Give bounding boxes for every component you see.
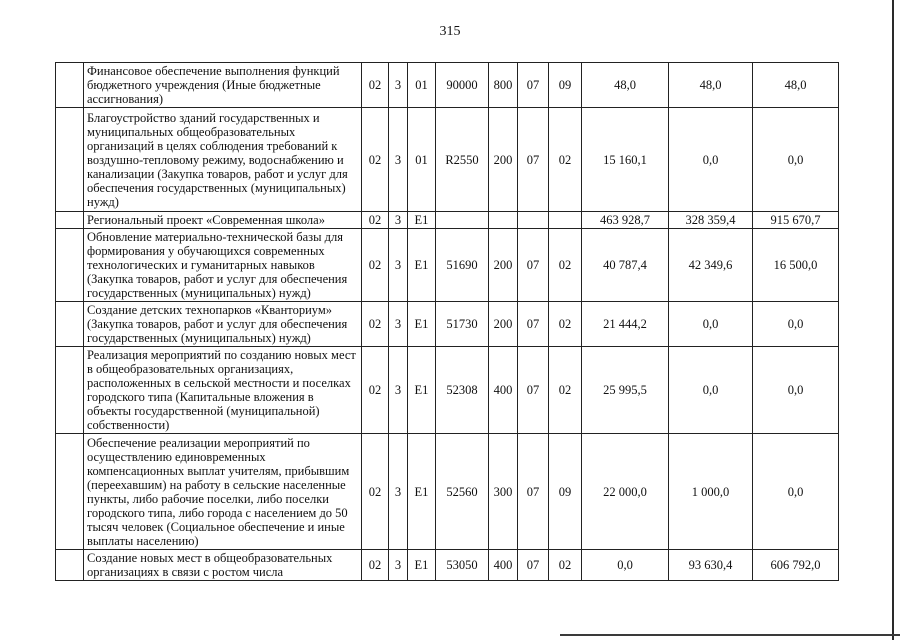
row-number [56, 108, 84, 212]
row-description: Реализация мероприятий по созданию новых мест в общеобразовательных организациях, расположенных в сельской местности и поселках городского типа (Капитальные вложения в объекты государственной (муниципальной) собственности) [84, 347, 362, 434]
code-gp: 02 [362, 108, 389, 212]
value-year-2: 0,0 [669, 347, 753, 434]
value-year-3: 0,0 [753, 108, 839, 212]
value-year-3: 16 500,0 [753, 229, 839, 302]
value-year-1: 463 928,7 [582, 212, 669, 229]
code-gp: 02 [362, 63, 389, 108]
code-section: 07 [518, 229, 549, 302]
code-expense-type: 400 [489, 550, 518, 581]
value-year-3: 0,0 [753, 434, 839, 550]
code-subsection: 09 [549, 63, 582, 108]
code-expense-type: 400 [489, 347, 518, 434]
row-description: Создание детских технопарков «Кванториум» (Закупка товаров, работ и услуг для обеспечения государственных (муниципальных) нужд) [84, 302, 362, 347]
code-expense-type: 800 [489, 63, 518, 108]
table-row [56, 347, 839, 434]
code-gp: 02 [362, 550, 389, 581]
code-direction: 53050 [436, 550, 489, 581]
code-direction: 51730 [436, 302, 489, 347]
code-direction [436, 212, 489, 229]
row-number [56, 302, 84, 347]
code-subsection: 02 [549, 229, 582, 302]
code-gp: 02 [362, 347, 389, 434]
table-row [56, 212, 839, 229]
code-om: 01 [408, 108, 436, 212]
code-direction: 52308 [436, 347, 489, 434]
table-row [56, 108, 839, 212]
value-year-1: 40 787,4 [582, 229, 669, 302]
value-year-1: 15 160,1 [582, 108, 669, 212]
row-number [56, 229, 84, 302]
code-section: 07 [518, 108, 549, 212]
code-section: 07 [518, 347, 549, 434]
code-om: E1 [408, 229, 436, 302]
table-row [56, 302, 839, 347]
row-number [56, 550, 84, 581]
code-subsection: 02 [549, 108, 582, 212]
row-description: Обновление материально-технической базы для формирования у обучающихся современных технологических и гуманитарных навыков (Закупка товаров, работ и услуг для обеспечения государственных (муниципальных) нужд) [84, 229, 362, 302]
value-year-1: 48,0 [582, 63, 669, 108]
code-gp: 02 [362, 212, 389, 229]
code-om: 01 [408, 63, 436, 108]
value-year-3: 606 792,0 [753, 550, 839, 581]
code-pp: 3 [389, 63, 408, 108]
row-description: Благоустройство зданий государственных и муниципальных общеобразовательных организаций в целях соблюдения требований к воздушно-тепловому режиму, водоснабжению и канализации (Закупка товаров, работ и услуг для обеспечения государственных (муниципальных) нужд) [84, 108, 362, 212]
table-row [56, 229, 839, 302]
row-number [56, 63, 84, 108]
code-gp: 02 [362, 302, 389, 347]
value-year-1: 0,0 [582, 550, 669, 581]
code-expense-type: 300 [489, 434, 518, 550]
code-om: E1 [408, 302, 436, 347]
code-pp: 3 [389, 212, 408, 229]
code-subsection [549, 212, 582, 229]
code-pp: 3 [389, 550, 408, 581]
code-om: E1 [408, 347, 436, 434]
code-pp: 3 [389, 108, 408, 212]
value-year-2: 42 349,6 [669, 229, 753, 302]
code-direction: 90000 [436, 63, 489, 108]
code-gp: 02 [362, 229, 389, 302]
row-number [56, 212, 84, 229]
value-year-2: 48,0 [669, 63, 753, 108]
code-direction: 52560 [436, 434, 489, 550]
code-om: E1 [408, 550, 436, 581]
row-description: Региональный проект «Современная школа» [84, 212, 362, 229]
scan-edge-bottom [560, 634, 900, 636]
code-section [518, 212, 549, 229]
code-pp: 3 [389, 347, 408, 434]
code-section: 07 [518, 434, 549, 550]
value-year-1: 22 000,0 [582, 434, 669, 550]
value-year-1: 25 995,5 [582, 347, 669, 434]
table-row [56, 550, 839, 581]
value-year-3: 0,0 [753, 347, 839, 434]
scan-edge-right [892, 0, 894, 640]
value-year-3: 0,0 [753, 302, 839, 347]
value-year-2: 93 630,4 [669, 550, 753, 581]
value-year-2: 0,0 [669, 302, 753, 347]
row-description: Обеспечение реализации мероприятий по осуществлению единовременных компенсационных выплат учителям, прибывшим (переехавшим) на работу в сельские населенные пункты, либо рабочие поселки, либо поселки городского типа, либо города с населением до 50 тысяч человек (Социальное обеспечение и иные выплаты населению) [84, 434, 362, 550]
code-section: 07 [518, 63, 549, 108]
value-year-3: 915 670,7 [753, 212, 839, 229]
code-direction: 51690 [436, 229, 489, 302]
code-pp: 3 [389, 229, 408, 302]
code-section: 07 [518, 302, 549, 347]
code-pp: 3 [389, 434, 408, 550]
code-gp: 02 [362, 434, 389, 550]
code-subsection: 09 [549, 434, 582, 550]
code-section: 07 [518, 550, 549, 581]
value-year-2: 328 359,4 [669, 212, 753, 229]
code-pp: 3 [389, 302, 408, 347]
code-subsection: 02 [549, 302, 582, 347]
code-direction: R2550 [436, 108, 489, 212]
page-number: 315 [439, 24, 461, 39]
code-subsection: 02 [549, 347, 582, 434]
row-number [56, 434, 84, 550]
code-subsection: 02 [549, 550, 582, 581]
table-row [56, 434, 839, 550]
code-om: E1 [408, 212, 436, 229]
value-year-2: 1 000,0 [669, 434, 753, 550]
code-expense-type: 200 [489, 108, 518, 212]
row-number [56, 347, 84, 434]
table-row [56, 63, 839, 108]
code-expense-type: 200 [489, 229, 518, 302]
row-description: Финансовое обеспечение выполнения функций бюджетного учреждения (Иные бюджетные ассигнования) [84, 63, 362, 108]
value-year-2: 0,0 [669, 108, 753, 212]
code-expense-type: 200 [489, 302, 518, 347]
value-year-1: 21 444,2 [582, 302, 669, 347]
budget-table [55, 62, 839, 581]
value-year-3: 48,0 [753, 63, 839, 108]
code-om: E1 [408, 434, 436, 550]
row-description: Создание новых мест в общеобразовательных организациях в связи с ростом числа [84, 550, 362, 581]
code-expense-type [489, 212, 518, 229]
